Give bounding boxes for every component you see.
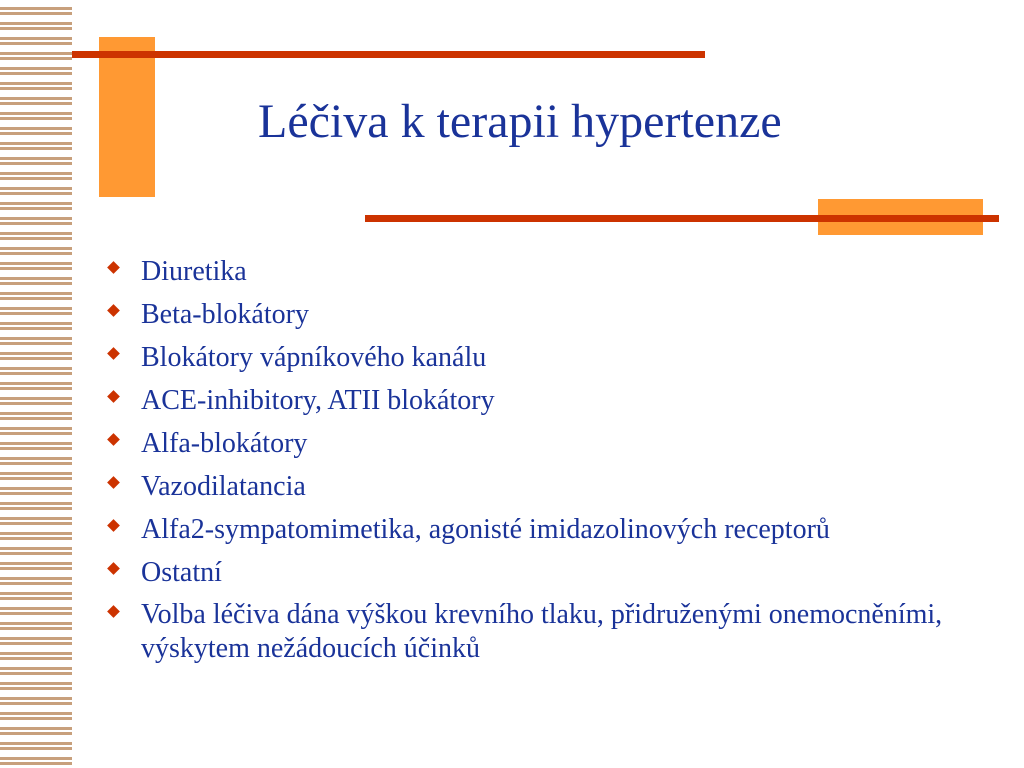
bullet-text: Ostatní [141,557,222,588]
bullet-text: Blokátory vápníkového kanálu [141,342,487,373]
bullet-item-vazodilatancia [100,465,1000,508]
decorative-red-line-bottom [365,215,999,222]
bullet-text: Beta-blokátory [141,299,309,330]
diamond-bullet-icon [107,519,120,532]
bullet-text: Alfa2-sympatomimetika, agonisté imidazolinových receptorů [141,514,830,545]
slide-title: Léčiva k terapii hypertenze [258,95,782,148]
diamond-bullet-icon [107,562,120,575]
diamond-bullet-icon [107,605,120,618]
bullet-item-alfa-blokatory [100,422,1000,465]
diamond-bullet-icon [107,347,120,360]
bullet-item-ace-inhibitory [100,379,1000,422]
bullet-item-volba-leciva [100,598,1000,666]
bullet-text: Vazodilatancia [141,471,306,502]
decorative-orange-block-left [99,37,155,197]
diamond-bullet-icon [107,304,120,317]
diamond-bullet-icon [107,433,120,446]
bullet-item-beta-blokatory [100,293,1000,336]
diamond-bullet-icon [107,390,120,403]
bullet-text: ACE-inhibitory, ATII blokátory [141,385,495,416]
bullet-item-alfa2-sympatomimetika [100,508,1000,551]
decorative-red-line-top [72,51,705,58]
bullet-list [100,250,1000,666]
diamond-bullet-icon [107,261,120,274]
bullet-item-ostatni [100,551,1000,594]
diamond-bullet-icon [107,476,120,489]
bullet-item-blokatory-vapnikoveho-kanalu [100,336,1000,379]
decorative-stripes [0,0,72,768]
bullet-item-diuretika [100,250,1000,293]
bullet-text: Volba léčiva dána výškou krevního tlaku, přidruženými onemocněními, výskytem nežádoucích účinků [141,599,943,664]
bullet-text: Diuretika [141,256,247,287]
bullet-text: Alfa-blokátory [141,428,308,459]
